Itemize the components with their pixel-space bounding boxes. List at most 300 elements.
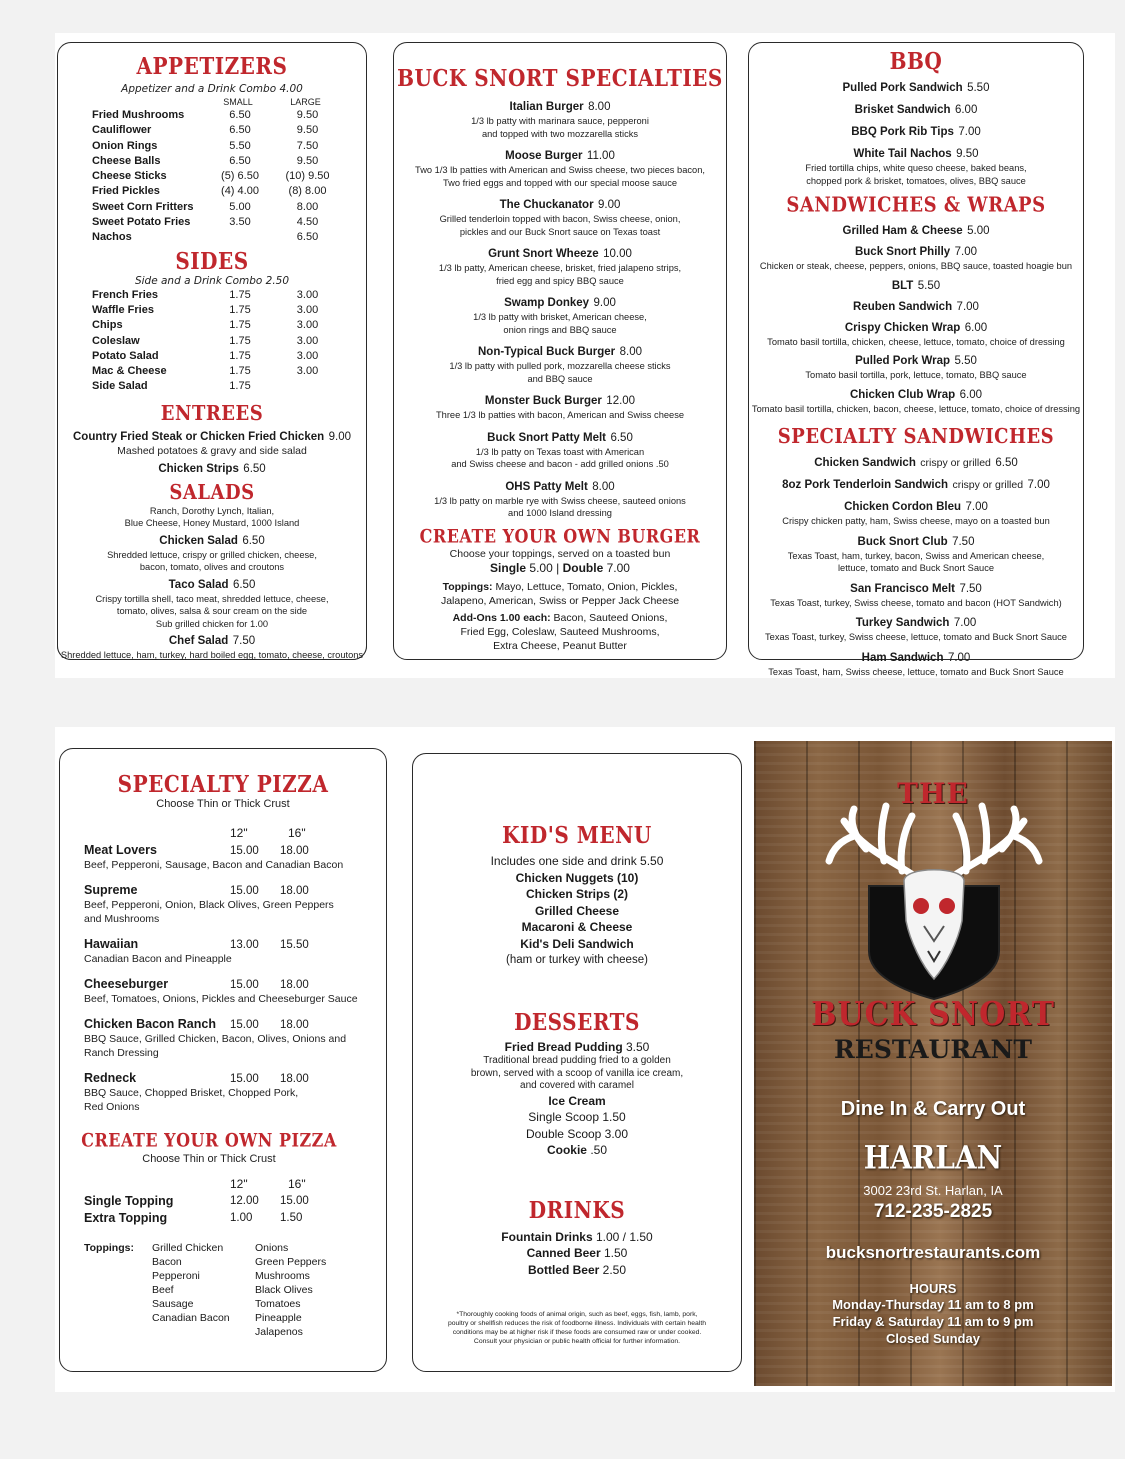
pizza-price-16: 18.00 — [280, 1019, 309, 1031]
item-name: Buck Snort Patty Melt — [487, 431, 606, 444]
menu-item — [749, 579, 1083, 610]
pizza-topping: Onions — [255, 1242, 289, 1254]
item-price-large: 9.50 — [296, 124, 319, 137]
pizza-builder-rows — [60, 1193, 386, 1227]
item-note: crispy or grilled — [920, 457, 991, 469]
builder-size-16: 16" — [288, 1177, 306, 1191]
food-safety-disclaimer — [413, 1310, 741, 1346]
menu-item — [749, 613, 1083, 644]
item-desc: Two 1/3 lb patties with American and Swiss cheese, two pieces bacon, — [415, 165, 705, 175]
item-desc: and Swiss cheese and bacon - add grilled onions .50 — [451, 459, 669, 469]
pizza-price-12: 15.00 — [230, 1073, 259, 1085]
menu-item — [749, 318, 1083, 349]
list-item — [92, 123, 366, 138]
pizza-topping: Canadian Bacon — [152, 1312, 230, 1324]
item-name: Cauliflower — [92, 124, 152, 137]
specialties-title: BUCK SNORT SPECIALTIES — [397, 64, 723, 92]
menu-item-title — [394, 293, 726, 311]
menu-item — [394, 342, 726, 385]
list-item — [92, 303, 366, 318]
menu-item-title — [749, 78, 1083, 96]
pizza-builder-row — [84, 1210, 386, 1227]
pizza-desc: Red Onions — [84, 1101, 140, 1113]
item-desc: Tomato basil tortilla, chicken, cheese, lettuce, tomato, choice of dressing — [767, 336, 1065, 347]
item-name: Taco Salad — [168, 578, 229, 591]
drink-name: Fountain Drinks — [501, 1229, 593, 1244]
pizza-price-16: 18.00 — [280, 979, 309, 991]
item-name: Moose Burger — [505, 150, 583, 162]
panel-entrees-salads — [57, 398, 367, 660]
item-name: Turkey Sandwich — [855, 617, 950, 629]
pizza-item-line — [84, 882, 386, 898]
item-name: Pulled Pork Sandwich — [842, 82, 963, 94]
item-desc: 1/3 lb patty on marble rye with Swiss cheese, sauteed onions — [434, 495, 686, 506]
item-price: 6.00 — [964, 321, 988, 334]
pizza-name: Meat Lovers — [84, 843, 157, 857]
item-name: BBQ Pork Rib Tips — [851, 126, 954, 138]
pizza-price-12: 15.00 — [230, 885, 259, 897]
pizza-price-12: 15.00 — [230, 1019, 259, 1031]
pudding-name: Fried Bread Pudding — [504, 1039, 623, 1054]
item-price-large: (8) 8.00 — [288, 185, 327, 198]
kids-note: (ham or turkey with cheese) — [506, 954, 648, 966]
menu-item-title — [58, 575, 366, 593]
pizza-name: Redneck — [84, 1071, 137, 1085]
item-price-large: 3.00 — [296, 319, 319, 332]
col-small-header: SMALL — [223, 97, 253, 107]
item-price: 5.50 — [967, 82, 990, 94]
item-price-small — [210, 230, 270, 245]
pizza-size-16: 16" — [288, 826, 306, 840]
item-price: 7.00 — [965, 501, 988, 513]
menu-item — [394, 428, 726, 471]
menu-item-title — [749, 318, 1083, 336]
pizza-title: SPECIALTY PIZZA — [117, 770, 329, 798]
item-price: 9.00 — [593, 297, 616, 309]
pudding-price: 3.50 — [626, 1039, 650, 1054]
kids-item-name: Chicken Strips (2) — [525, 887, 629, 901]
list-item — [92, 379, 366, 394]
specialties-list — [394, 97, 726, 520]
sides-title: SIDES — [175, 246, 249, 275]
pizza-name: Hawaiian — [84, 937, 139, 951]
item-name: Non-Typical Buck Burger — [477, 346, 616, 358]
menu-item-title — [394, 391, 726, 409]
cover-name: BUCK SNORT — [811, 995, 1055, 1034]
item-desc: Texas Toast, ham, Swiss cheese, lettuce, tomato and Buck Snort Sauce — [768, 666, 1064, 677]
menu-item-title — [749, 144, 1083, 162]
item-name: French Fries — [92, 288, 159, 301]
burger-builder-title: CREATE YOUR OWN BURGER — [419, 525, 701, 547]
item-price-large: 9.50 — [296, 109, 319, 121]
item-desc: 1/3 lb patty with brisket, American cheese, — [473, 312, 647, 322]
menu-item-title — [749, 532, 1083, 550]
cover-hours-1: Monday-Thursday 11 am to 8 pm — [832, 1297, 1034, 1312]
pudding-desc — [413, 1055, 741, 1093]
pizza-desc: BBQ Sauce, Grilled Chicken, Bacon, Olives, Onions and — [84, 1033, 347, 1045]
builder-price-16: 1.50 — [280, 1212, 303, 1224]
item-price-small: (5) 6.50 — [221, 170, 259, 183]
drinks-title: DRINKS — [528, 1195, 626, 1224]
item-price-small: 1.75 — [229, 334, 251, 347]
menu-item — [58, 631, 366, 662]
item-desc: tomato, olives, salsa & sour cream on the side — [116, 606, 308, 616]
salads-list — [58, 531, 366, 662]
menu-item — [58, 531, 366, 574]
item-price: 7.50 — [232, 635, 256, 647]
list-item — [92, 108, 366, 123]
builder-size-12: 12" — [230, 1177, 248, 1191]
menu-item — [749, 297, 1083, 315]
item-price-small: 1.75 — [229, 380, 251, 393]
pizza-toppings-label: Toppings: — [84, 1242, 134, 1254]
item-desc: 1/3 lb patty on Texas toast with American — [475, 446, 645, 457]
item-desc: Three 1/3 lb patties with bacon, American and Swiss cheese — [435, 410, 685, 420]
item-price: 8.00 — [619, 346, 642, 358]
builder-row-name: Extra Topping — [84, 1211, 168, 1225]
pizza-builder-sub: Choose Thin or Thick Crust — [142, 1153, 276, 1165]
menu-item-title — [749, 221, 1083, 239]
menu-item — [749, 276, 1083, 294]
pizza-desc: and Mushrooms — [84, 913, 160, 925]
item-price-small: 1.75 — [229, 288, 251, 301]
list-item — [92, 184, 366, 199]
menu-item-title — [749, 276, 1083, 294]
item-name: Pulled Pork Wrap — [855, 355, 951, 367]
pizza-topping: Beef — [152, 1284, 174, 1296]
item-desc: Grilled tenderloin topped with bacon, Swiss cheese, onion, — [439, 214, 681, 224]
item-name: Side Salad — [92, 380, 148, 393]
item-name: Fried Pickles — [92, 185, 160, 198]
menu-item-title — [58, 427, 366, 445]
item-desc: 1/3 lb patty, American cheese, brisket, fried jalapeno strips, — [438, 263, 682, 273]
item-desc: chopped pork & brisket, tomatoes, olives, BBQ sauce — [806, 175, 1026, 186]
kids-item — [413, 886, 741, 903]
drink-price: 1.50 — [604, 1246, 628, 1260]
menu-item-title — [749, 648, 1083, 666]
kids-item — [413, 919, 741, 936]
menu-item — [749, 648, 1083, 679]
menu-item-title — [749, 242, 1083, 260]
drink-item — [413, 1262, 741, 1279]
item-desc: and 1000 Island dressing — [508, 508, 612, 518]
menu-item — [394, 477, 726, 520]
sandwiches-title: SANDWICHES & WRAPS — [786, 193, 1046, 218]
menu-item — [394, 293, 726, 336]
item-price-large — [270, 379, 345, 394]
builder-price-12: 1.00 — [230, 1212, 253, 1224]
specialty-sandwiches-title: SPECIALTY SANDWICHES — [777, 424, 1055, 449]
deer-skull-shield-icon — [824, 801, 1044, 1001]
pizza-topping: Bacon — [152, 1256, 182, 1268]
cover-city: HARLAN — [863, 1138, 1003, 1177]
drink-name: Canned Beer — [526, 1246, 601, 1260]
item-price-small: 3.50 — [229, 216, 251, 229]
item-price-small: 1.75 — [229, 319, 251, 332]
menu-item — [749, 242, 1083, 273]
item-price: 6.50 — [610, 431, 633, 444]
item-price: 6.50 — [232, 578, 256, 591]
item-name: BLT — [891, 279, 914, 292]
item-name: Crispy Chicken Wrap — [844, 321, 961, 334]
item-price: 5.50 — [954, 355, 977, 367]
menu-item-title — [749, 385, 1083, 403]
item-name: Mac & Cheese — [92, 365, 167, 378]
drink-item — [413, 1229, 741, 1246]
builder-price-16: 15.00 — [280, 1195, 309, 1207]
list-item — [92, 215, 366, 230]
item-name: Reuben Sandwich — [853, 300, 953, 313]
item-price: 9.00 — [598, 199, 621, 211]
salads-title: SALADS — [169, 479, 255, 504]
item-price: 7.00 — [956, 300, 979, 313]
menu-item — [749, 122, 1083, 140]
panel-specialties — [393, 42, 727, 660]
item-price: 6.00 — [954, 104, 978, 116]
cover-restaurant: RESTAURANT — [834, 1035, 1032, 1064]
item-name: Chicken Strips — [158, 462, 239, 475]
item-desc: Shredded lettuce, crispy or grilled chicken, cheese, — [107, 549, 317, 560]
item-desc: 1/3 lb patty with marinara sauce, pepperoni — [471, 116, 649, 126]
list-item — [92, 139, 366, 154]
item-desc: Shredded lettuce, ham, turkey, hard boiled egg, tomato, cheese, croutons — [60, 650, 364, 660]
item-price: 12.00 — [606, 395, 636, 407]
menu-item — [58, 575, 366, 631]
pizza-desc: Beef, Pepperoni, Sausage, Bacon and Canadian Bacon — [84, 859, 344, 871]
toppings-line-2: Jalapeno, American, Swiss or Pepper Jack Cheese — [440, 595, 680, 607]
panel-bbq-sandwiches — [748, 42, 1084, 677]
addons-line-3: Extra Cheese, Peanut Butter — [493, 640, 627, 652]
item-desc: Fried tortilla chips, white queso cheese, baked beans, — [805, 163, 1027, 173]
kids-item — [413, 903, 741, 920]
kids-item — [413, 936, 741, 953]
pizza-item-line — [84, 842, 386, 858]
item-price-small: 1.75 — [229, 349, 251, 362]
pizza-price-12: 15.00 — [230, 845, 259, 857]
item-desc: bacon, tomato, olives and croutons — [139, 562, 285, 572]
bbq-title: BBQ — [889, 47, 943, 75]
kids-item — [413, 870, 741, 887]
pizza-item-line — [84, 976, 386, 992]
item-name: Waffle Fries — [92, 303, 154, 316]
kids-item-name: Grilled Cheese — [534, 903, 620, 918]
kids-list — [413, 870, 741, 953]
item-desc: and topped with two mozzarella sticks — [481, 128, 639, 139]
menu-item — [749, 385, 1083, 416]
pizza-desc: Beef, Pepperoni, Onion, Black Olives, Green Peppers — [84, 899, 334, 911]
item-desc: Sub grilled chicken for 1.00 — [155, 618, 269, 629]
item-desc: pickles and our Buck Snort sauce on Texas toast — [459, 226, 661, 237]
item-price-large: 3.00 — [296, 288, 319, 301]
item-name: Monster Buck Burger — [484, 395, 602, 407]
item-price-large: 7.50 — [296, 139, 319, 152]
cookie-label: Cookie — [546, 1143, 587, 1157]
pizza-toppings-col2 — [255, 1241, 326, 1339]
pizza-topping: Jalapenos — [255, 1326, 303, 1338]
panel-kids-desserts-drinks — [412, 753, 742, 1372]
price-separator: | — [556, 561, 560, 575]
item-price-small: (4) 4.00 — [221, 185, 259, 198]
menu-item — [749, 532, 1083, 575]
pizza-item — [84, 1070, 386, 1114]
sides-list — [58, 288, 366, 395]
pizza-price-16: 18.00 — [280, 845, 309, 857]
list-item — [92, 349, 366, 364]
list-item — [92, 364, 366, 379]
menu-item — [749, 78, 1083, 96]
item-price: 6.50 — [995, 457, 1018, 469]
item-name: Chicken Sandwich — [814, 457, 916, 469]
pizza-topping: Green Peppers — [255, 1256, 327, 1268]
item-name: San Francisco Melt — [850, 582, 955, 595]
item-name: The Chuckanator — [499, 199, 594, 211]
pizza-item — [84, 1016, 386, 1060]
menu-item-title — [394, 146, 726, 164]
builder-row-name: Single Topping — [84, 1194, 174, 1208]
item-name: Grunt Snort Wheeze — [488, 248, 599, 260]
item-desc: Two fried eggs and topped with our special moose sauce — [442, 177, 678, 188]
menu-item-title — [749, 453, 1083, 471]
double-label: Double — [562, 561, 604, 575]
item-price: 5.00 — [967, 225, 990, 237]
item-desc: lettuce, tomato and Buck Snort Sauce — [837, 563, 995, 573]
item-price: 7.50 — [959, 582, 982, 595]
item-desc: Texas Toast, turkey, Swiss cheese, lettuce, tomato and Buck Snort Sauce — [765, 632, 1067, 642]
pizza-price-12: 13.00 — [230, 939, 259, 951]
disclaimer-line: conditions may be at higher risk if these foods are consumed raw or under cooked. — [452, 1329, 702, 1336]
menu-item — [749, 221, 1083, 239]
cover-panel — [754, 741, 1112, 1386]
pizza-builder-title: CREATE YOUR OWN PIZZA — [81, 1129, 337, 1152]
item-price-large: (10) 9.50 — [285, 170, 330, 183]
bbq-list — [749, 78, 1083, 187]
single-price: 5.00 — [529, 561, 553, 575]
item-price-large: 4.50 — [296, 216, 319, 229]
desserts-title: DESSERTS — [514, 1007, 640, 1036]
item-name: Onion Rings — [92, 139, 158, 152]
cover-website[interactable]: bucksnortrestaurants.com — [825, 1243, 1041, 1262]
item-price: 10.00 — [603, 248, 632, 260]
menu-item — [749, 351, 1083, 382]
cover-tagline: Dine In & Carry Out — [840, 1098, 1026, 1120]
list-item — [92, 169, 366, 184]
menu-item — [749, 475, 1083, 493]
pizza-item-line — [84, 936, 386, 952]
pizza-topping: Pepperoni — [152, 1270, 200, 1282]
pudding-desc-line: Traditional bread pudding fried to a golden — [483, 1055, 671, 1066]
entrees-title: ENTREES — [160, 401, 264, 426]
pizza-topping: Mushrooms — [255, 1270, 310, 1282]
list-item — [92, 200, 366, 215]
item-desc: Tomato basil tortilla, pork, lettuce, tomato, BBQ sauce — [805, 370, 1027, 380]
pizza-item-line — [84, 1070, 386, 1086]
item-price: 7.00 — [958, 126, 981, 138]
menu-item — [749, 497, 1083, 528]
item-name: Potato Salad — [92, 349, 159, 362]
item-price-large: 3.00 — [296, 334, 319, 347]
burger-builder-sub: Choose your toppings, served on a toasted bun — [449, 547, 671, 560]
pudding-desc-line: brown, served with a scoop of vanilla ice cream, — [470, 1067, 684, 1079]
item-price-large: 3.00 — [296, 349, 319, 362]
menu-item-title — [394, 477, 726, 495]
menu-item — [749, 453, 1083, 471]
item-name: Buck Snort Club — [857, 535, 948, 548]
item-name: Cheese Balls — [92, 154, 161, 167]
appetizers-combo: Appetizer and a Drink Combo 4.00 — [121, 83, 303, 95]
salad-dressings-1: Ranch, Dorothy Lynch, Italian, — [149, 505, 275, 516]
item-price: 7.00 — [1027, 479, 1050, 491]
single-label: Single — [490, 561, 527, 575]
item-price: 7.00 — [947, 651, 971, 664]
item-desc: Texas Toast, turkey, Swiss cheese, tomato and bacon (HOT Sandwich) — [770, 597, 1062, 608]
menu-item-title — [58, 531, 366, 549]
disclaimer-line: poultry or shellfish reduces the risk of foodborne illness. Individuals with certain health — [447, 1320, 707, 1327]
pizza-item — [84, 936, 386, 966]
double-price: 7.00 — [606, 561, 630, 575]
pizza-desc: Ranch Dressing — [84, 1047, 159, 1059]
addons-line-1: Bacon, Sauteed Onions, — [553, 612, 668, 624]
drink-item — [413, 1245, 741, 1262]
menu-item-title — [394, 195, 726, 213]
ice-cream-label: Ice Cream — [548, 1093, 606, 1108]
item-price-small: 6.50 — [229, 109, 251, 121]
item-price: 9.00 — [328, 431, 351, 443]
item-desc: and BBQ sauce — [527, 373, 593, 384]
item-name: Cheese Sticks — [92, 170, 167, 183]
pizza-topping: Pineapple — [255, 1312, 302, 1324]
cover-hours-3: Closed Sunday — [886, 1331, 980, 1346]
list-item — [92, 230, 366, 245]
item-name: Swamp Donkey — [504, 297, 590, 309]
pizza-item — [84, 882, 386, 926]
menu-item-title — [749, 579, 1083, 597]
item-name: Chef Salad — [168, 635, 229, 647]
item-desc: Crispy chicken patty, ham, Swiss cheese, mayo on a toasted bun — [782, 516, 1050, 526]
item-desc: onion rings and BBQ sauce — [503, 324, 617, 335]
cover-hours-title: HOURS — [909, 1281, 957, 1296]
cover-hours-2: Friday & Saturday 11 am to 9 pm — [832, 1314, 1034, 1329]
pizza-price-16: 15.50 — [280, 939, 309, 951]
entrees-list — [58, 427, 366, 477]
cover-address: 3002 23rd St. Harlan, IA — [863, 1183, 1003, 1198]
list-item — [92, 154, 366, 169]
item-name: Ham Sandwich — [861, 651, 944, 664]
item-price: 11.00 — [586, 150, 615, 162]
pizza-topping: Tomatoes — [255, 1298, 301, 1310]
pizza-price-16: 18.00 — [280, 885, 309, 897]
item-name: Sweet Potato Fries — [92, 216, 191, 229]
pizza-price-12: 15.00 — [230, 979, 259, 991]
item-desc: 1/3 lb patty with pulled pork, mozzarella cheese sticks — [449, 361, 671, 371]
item-name: OHS Patty Melt — [505, 480, 588, 493]
pizza-sub: Choose Thin or Thick Crust — [156, 798, 290, 810]
item-note: crispy or grilled — [952, 479, 1024, 491]
menu-item — [58, 459, 366, 477]
cover-phone: 712-235-2825 — [873, 1201, 993, 1222]
addons-line-2: Fried Egg, Coleslaw, Sauteed Mushrooms, — [460, 626, 660, 638]
pizza-name: Supreme — [84, 883, 138, 897]
item-price: 7.00 — [954, 246, 978, 258]
menu-item — [394, 244, 726, 287]
menu-item — [749, 100, 1083, 118]
panel-pizza — [59, 748, 387, 1372]
drink-name: Bottled Beer — [527, 1262, 600, 1277]
item-desc: Mashed potatoes & gravy and side salad — [117, 445, 307, 457]
menu-item-title — [749, 100, 1083, 118]
item-price-large: 6.50 — [296, 231, 319, 244]
item-desc: Crispy tortilla shell, taco meat, shredded lettuce, cheese, — [95, 593, 329, 604]
pizza-item — [84, 976, 386, 1006]
